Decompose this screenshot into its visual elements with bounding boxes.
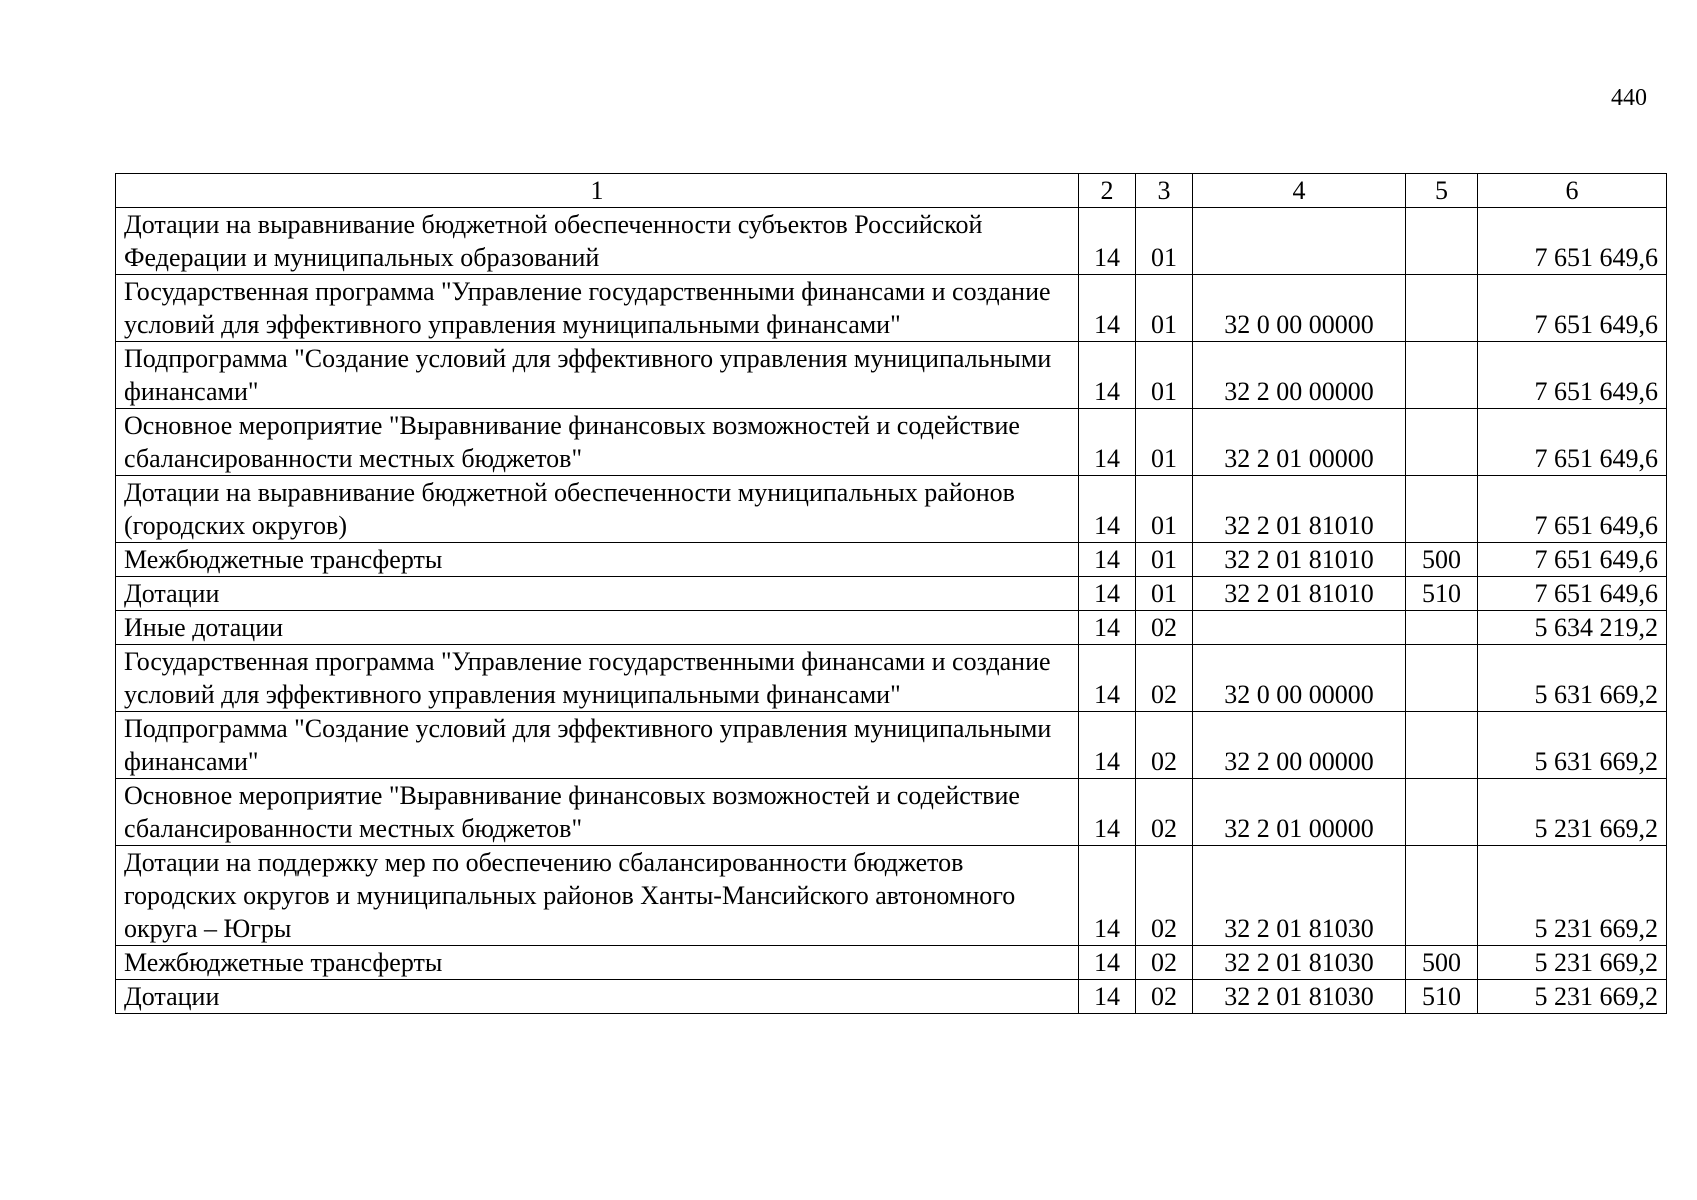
row-section-cell: 14 <box>1079 476 1136 543</box>
table-body <box>116 208 1667 1014</box>
row-name-cell: Подпрограмма "Создание условий для эффективного управления муниципальными финансами" <box>116 342 1079 409</box>
row-subsection-cell: 01 <box>1136 476 1193 543</box>
row-section-cell: 14 <box>1079 779 1136 846</box>
row-sum-cell: 7 651 649,6 <box>1478 577 1667 611</box>
row-sum-cell: 5 631 669,2 <box>1478 645 1667 712</box>
row-target-article-cell: 32 2 01 81010 <box>1193 577 1406 611</box>
row-section-cell: 14 <box>1079 208 1136 275</box>
row-section-cell: 14 <box>1079 342 1136 409</box>
row-target-article-cell <box>1193 208 1406 275</box>
table-row <box>116 577 1667 611</box>
row-sum-cell: 7 651 649,6 <box>1478 208 1667 275</box>
header-cell-6: 6 <box>1478 174 1667 208</box>
table-row <box>116 611 1667 645</box>
row-expense-type-cell <box>1406 712 1478 779</box>
row-sum-cell: 5 634 219,2 <box>1478 611 1667 645</box>
header-cell-1: 1 <box>116 174 1079 208</box>
row-subsection-cell: 02 <box>1136 645 1193 712</box>
row-expense-type-cell <box>1406 779 1478 846</box>
row-subsection-cell: 02 <box>1136 846 1193 946</box>
row-expense-type-cell <box>1406 409 1478 476</box>
row-sum-cell: 5 631 669,2 <box>1478 712 1667 779</box>
row-target-article-cell: 32 2 00 00000 <box>1193 712 1406 779</box>
row-subsection-cell: 01 <box>1136 543 1193 577</box>
row-expense-type-cell: 500 <box>1406 946 1478 980</box>
row-section-cell: 14 <box>1079 275 1136 342</box>
row-subsection-cell: 01 <box>1136 275 1193 342</box>
row-sum-cell: 7 651 649,6 <box>1478 543 1667 577</box>
row-target-article-cell: 32 2 01 00000 <box>1193 409 1406 476</box>
row-expense-type-cell <box>1406 208 1478 275</box>
row-subsection-cell: 02 <box>1136 779 1193 846</box>
table-row <box>116 409 1667 476</box>
budget-table <box>115 173 1667 1014</box>
header-cell-3: 3 <box>1136 174 1193 208</box>
header-cell-2: 2 <box>1079 174 1136 208</box>
row-section-cell: 14 <box>1079 409 1136 476</box>
row-name-cell: Дотации на поддержку мер по обеспечению сбалансированности бюджетов городских округов и муниципальных районов Ханты-Мансийского автономного округа – Югры <box>116 846 1079 946</box>
table-row <box>116 779 1667 846</box>
row-subsection-cell: 02 <box>1136 611 1193 645</box>
header-row <box>116 174 1667 208</box>
header-cell-4: 4 <box>1193 174 1406 208</box>
row-sum-cell: 7 651 649,6 <box>1478 342 1667 409</box>
row-target-article-cell: 32 0 00 00000 <box>1193 645 1406 712</box>
row-section-cell: 14 <box>1079 846 1136 946</box>
row-sum-cell: 7 651 649,6 <box>1478 476 1667 543</box>
row-section-cell: 14 <box>1079 611 1136 645</box>
row-expense-type-cell <box>1406 275 1478 342</box>
row-section-cell: 14 <box>1079 645 1136 712</box>
row-subsection-cell: 01 <box>1136 208 1193 275</box>
table-row <box>116 846 1667 946</box>
row-expense-type-cell <box>1406 342 1478 409</box>
row-subsection-cell: 02 <box>1136 946 1193 980</box>
row-name-cell: Дотации <box>116 980 1079 1014</box>
row-target-article-cell <box>1193 611 1406 645</box>
row-sum-cell: 5 231 669,2 <box>1478 779 1667 846</box>
row-name-cell: Дотации на выравнивание бюджетной обеспеченности муниципальных районов (городских округов) <box>116 476 1079 543</box>
row-section-cell: 14 <box>1079 946 1136 980</box>
row-expense-type-cell <box>1406 645 1478 712</box>
table-row <box>116 712 1667 779</box>
row-expense-type-cell: 510 <box>1406 980 1478 1014</box>
row-subsection-cell: 02 <box>1136 980 1193 1014</box>
row-expense-type-cell <box>1406 611 1478 645</box>
row-name-cell: Основное мероприятие "Выравнивание финансовых возможностей и содействие сбалансированности местных бюджетов" <box>116 409 1079 476</box>
row-section-cell: 14 <box>1079 980 1136 1014</box>
row-target-article-cell: 32 2 01 81010 <box>1193 543 1406 577</box>
row-sum-cell: 7 651 649,6 <box>1478 275 1667 342</box>
table-row <box>116 275 1667 342</box>
row-sum-cell: 7 651 649,6 <box>1478 409 1667 476</box>
row-section-cell: 14 <box>1079 543 1136 577</box>
row-name-cell: Государственная программа "Управление государственными финансами и создание условий для эффективного управления муниципальными финансами" <box>116 645 1079 712</box>
row-sum-cell: 5 231 669,2 <box>1478 846 1667 946</box>
row-name-cell: Дотации <box>116 577 1079 611</box>
row-section-cell: 14 <box>1079 577 1136 611</box>
row-target-article-cell: 32 2 01 81010 <box>1193 476 1406 543</box>
row-name-cell: Межбюджетные трансферты <box>116 543 1079 577</box>
table-row <box>116 476 1667 543</box>
row-expense-type-cell: 510 <box>1406 577 1478 611</box>
row-subsection-cell: 01 <box>1136 342 1193 409</box>
row-name-cell: Основное мероприятие "Выравнивание финансовых возможностей и содействие сбалансированности местных бюджетов" <box>116 779 1079 846</box>
row-expense-type-cell <box>1406 476 1478 543</box>
row-expense-type-cell <box>1406 846 1478 946</box>
table-row <box>116 543 1667 577</box>
table-row <box>116 208 1667 275</box>
row-subsection-cell: 02 <box>1136 712 1193 779</box>
row-name-cell: Дотации на выравнивание бюджетной обеспеченности субъектов Российской Федерации и муниципальных образований <box>116 208 1079 275</box>
row-expense-type-cell: 500 <box>1406 543 1478 577</box>
page-number: 440 <box>1611 85 1647 111</box>
table-row <box>116 342 1667 409</box>
row-sum-cell: 5 231 669,2 <box>1478 946 1667 980</box>
row-name-cell: Подпрограмма "Создание условий для эффективного управления муниципальными финансами" <box>116 712 1079 779</box>
row-section-cell: 14 <box>1079 712 1136 779</box>
row-name-cell: Межбюджетные трансферты <box>116 946 1079 980</box>
header-cell-5: 5 <box>1406 174 1478 208</box>
row-subsection-cell: 01 <box>1136 577 1193 611</box>
row-target-article-cell: 32 2 01 81030 <box>1193 846 1406 946</box>
row-name-cell: Иные дотации <box>116 611 1079 645</box>
row-name-cell: Государственная программа "Управление государственными финансами и создание условий для эффективного управления муниципальными финансами" <box>116 275 1079 342</box>
table-row <box>116 946 1667 980</box>
row-subsection-cell: 01 <box>1136 409 1193 476</box>
table-row <box>116 980 1667 1014</box>
row-target-article-cell: 32 2 01 81030 <box>1193 980 1406 1014</box>
row-target-article-cell: 32 2 01 81030 <box>1193 946 1406 980</box>
row-target-article-cell: 32 0 00 00000 <box>1193 275 1406 342</box>
row-target-article-cell: 32 2 00 00000 <box>1193 342 1406 409</box>
row-sum-cell: 5 231 669,2 <box>1478 980 1667 1014</box>
table-row <box>116 645 1667 712</box>
row-target-article-cell: 32 2 01 00000 <box>1193 779 1406 846</box>
